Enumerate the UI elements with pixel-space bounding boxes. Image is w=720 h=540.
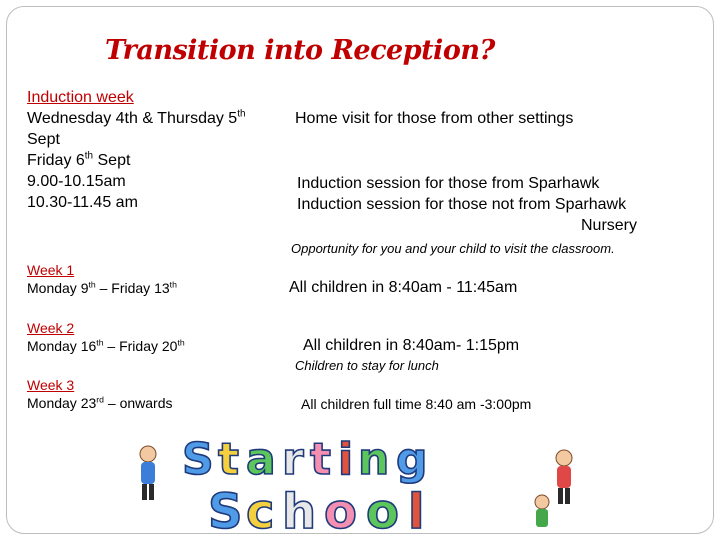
week-2-block <box>27 319 185 355</box>
induction-line-3-post: Sept <box>93 152 131 169</box>
week-1-sup-1: th <box>88 279 96 290</box>
week-3-hours: All children full time 8:40 am -3:00pm <box>301 396 532 412</box>
week-2-sup-2: th <box>177 337 185 348</box>
induction-line-3 <box>27 150 245 171</box>
induction-line-3-text: Friday 6 <box>27 152 85 169</box>
starting-school-banner <box>134 424 590 536</box>
svg-text:t: t <box>218 434 240 485</box>
week-1-hours: All children in 8:40am - 11:45am <box>289 279 518 296</box>
week-1-dates <box>27 279 177 297</box>
induction-line-3-sup: th <box>84 150 94 162</box>
svg-text:n: n <box>358 434 390 485</box>
week-3-dates-mid: – onwards <box>104 395 173 411</box>
week-1-block <box>27 261 177 297</box>
week-1-sup-2: th <box>169 279 177 290</box>
week-3-dates-pre: Monday 23 <box>27 395 97 411</box>
induction-right-3: Induction session for those not from Sparhawk <box>297 196 627 213</box>
svg-text:S: S <box>182 434 214 485</box>
induction-line-5: 10.30-11.45 am <box>27 194 138 211</box>
week-2-dates <box>27 337 185 355</box>
svg-text:g: g <box>396 434 428 485</box>
week-2-dates-pre: Monday 16 <box>27 338 97 354</box>
induction-line-2: Sept <box>27 131 60 148</box>
week-1-dates-mid: – Friday 13 <box>95 280 170 296</box>
svg-text:r: r <box>282 434 304 485</box>
svg-text:S: S <box>208 484 243 536</box>
week-1-heading: Week 1 <box>27 262 75 278</box>
week-3-heading: Week 3 <box>27 377 75 393</box>
week-2-sup-1: th <box>96 337 104 348</box>
induction-right-4: Nursery <box>581 217 638 234</box>
svg-text:i: i <box>338 434 354 485</box>
child-figure-icon <box>535 495 549 527</box>
svg-text:l: l <box>408 484 425 536</box>
svg-text:o: o <box>366 484 399 536</box>
induction-line-1-text: Wednesday 4th & Thursday 5 <box>27 110 238 127</box>
child-figure-icon <box>556 450 572 504</box>
induction-block <box>27 87 245 213</box>
child-figure-icon <box>140 446 156 500</box>
svg-text:a: a <box>246 434 276 485</box>
induction-line-1-sup: th <box>237 108 246 120</box>
svg-text:h: h <box>282 484 317 536</box>
week-1-dates-pre: Monday 9 <box>27 280 89 296</box>
week-2-dates-mid: – Friday 20 <box>103 338 178 354</box>
week-2-hours: All children in 8:40am- 1:15pm <box>303 337 520 354</box>
week-3-dates <box>27 394 172 412</box>
week-3-block <box>27 376 172 412</box>
induction-line-1 <box>27 108 245 129</box>
week-2-heading: Week 2 <box>27 320 75 336</box>
svg-text:c: c <box>246 484 275 536</box>
banner-row-2 <box>208 484 424 536</box>
svg-text:o: o <box>324 484 357 536</box>
banner-row-1 <box>182 434 428 485</box>
week-2-note: Children to stay for lunch <box>295 358 439 373</box>
week-3-sup-1: rd <box>96 394 104 405</box>
induction-note: Opportunity for you and your child to visit the classroom. <box>291 241 615 256</box>
induction-right-2: Induction session for those from Sparhawk <box>297 175 600 192</box>
svg-text:t: t <box>310 434 332 485</box>
induction-right-1: Home visit for those from other settings <box>295 110 574 127</box>
induction-heading: Induction week <box>27 89 134 106</box>
induction-line-4: 9.00-10.15am <box>27 173 126 190</box>
page-title: Transition into Reception? <box>105 35 495 66</box>
